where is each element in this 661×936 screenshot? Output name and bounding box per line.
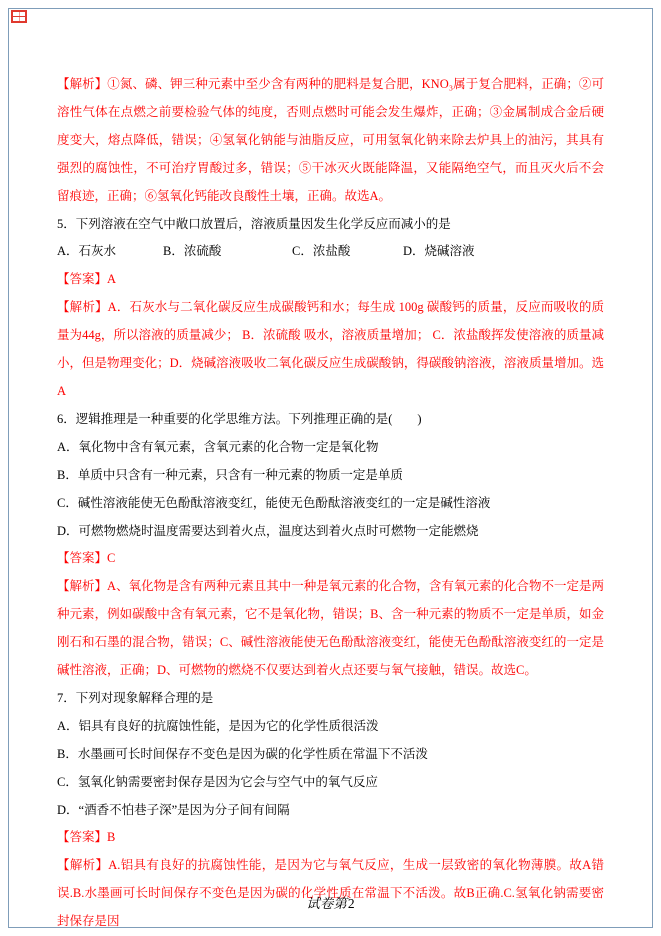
question-5-option-d: D．烧碱溶液: [403, 244, 475, 259]
page-footer: [0, 892, 661, 912]
answer-question-5: 【答案】A: [57, 272, 117, 287]
document-content: [57, 71, 604, 936]
question-6-stem: 6．逻辑推理是一种重要的化学思维方法。下列推理正确的是( ): [57, 411, 422, 426]
analysis-question-4: 【解析】①氮、磷、钾三种元素中至少含有两种的肥料是复合肥，KNO₃属于复合肥料，正确；②可溶性气体在点燃之前要检验气体的纯度，否则点燃时可能会发生爆炸，正确；③金属制成合金后硬度变大，熔点降低，错误；④氢氧化钠能与油脂反应，可用氢氧化钠来除去炉具上的油污，其具有强烈的腐蚀性，不可治疗胃酸过多，错误；⑤干冰灭火既能降温，又能隔绝空气，而且灭火后不会留痕迹，正确；⑥氢氧化钙能改良酸性土壤，正确。故选A。: [57, 77, 604, 203]
analysis-question-7: 【解析】A.铝具有良好的抗腐蚀性能，是因为它与氧气反应，生成一层致密的氧化物薄膜。故A错误.B.水墨画可长时间保存不变色是因为碳的化学性质在常温下不活泼。故B正确.C.氢氧化钠需要密封保存是因: [57, 858, 604, 929]
question-6-option-d: D．可燃物燃烧时温度需要达到着火点，温度达到着火点时可燃物一定能燃烧: [57, 523, 479, 538]
answer-question-7: 【答案】B: [57, 830, 116, 845]
analysis-question-5: 【解析】A．石灰水与二氧化碳反应生成碳酸钙和水；每生成 100g 碳酸钙的质量，反应而吸收的质量为44g，所以溶液的质量减少； B．浓硫酸 吸水，溶液质量增加； C．浓盐酸挥发使溶液的质量减小，但是物理变化；D．烧碱溶液吸收二氧化碳反应生成碳酸钠，得碳酸钠溶液，溶液质量增加。选A: [57, 300, 604, 398]
question-7-option-a: A．铝具有良好的抗腐蚀性能，是因为它的化学性质很活泼: [57, 718, 379, 733]
question-5-option-b: B．浓硫酸: [163, 244, 222, 259]
object-anchor-icon: [11, 10, 27, 23]
footer-label: 试卷第: [306, 896, 347, 911]
question-7-stem: 7．下列对现象解释合理的是: [57, 690, 214, 705]
question-5-option-a: A．石灰水: [57, 244, 117, 259]
question-6-option-b: B．单质中只含有一种元素，只含有一种元素的物质一定是单质: [57, 467, 403, 482]
question-7-option-b: B．水墨画可长时间保存不变色是因为碳的化学性质在常温下不活泼: [57, 746, 428, 761]
question-7-option-d: D．“酒香不怕巷子深”是因为分子间有间隔: [57, 802, 290, 817]
question-5-stem: 5．下列溶液在空气中敞口放置后，溶液质量因发生化学反应而减小的是: [57, 216, 451, 231]
question-6-option-c: C．碱性溶液能使无色酚酞溶液变红，能使无色酚酞溶液变红的一定是碱性溶液: [57, 495, 491, 510]
question-5-option-c: C．浓盐酸: [292, 244, 351, 259]
analysis-question-6: 【解析】A、氧化物是含有两种元素且其中一种是氧元素的化合物，含有氧元素的化合物不一定是两种元素，例如碳酸中含有氧元素，它不是氧化物，错误；B、含一种元素的物质不一定是单质，如金刚石和石墨的混合物，错误；C、碱性溶液能使无色酚酞溶液变红，能使无色酚酞溶液变红的一定是碱性溶液，正确；D、可燃物的燃烧不仅要达到着火点还要与氧气接触，错误。故选C。: [57, 579, 604, 678]
answer-question-6: 【答案】C: [57, 551, 116, 566]
question-5-options: [57, 238, 604, 266]
page-number: 2: [347, 896, 355, 911]
question-7-option-c: C．氢氧化钠需要密封保存是因为它会与空气中的氧气反应: [57, 774, 378, 789]
question-6-option-a: A．氧化物中含有氧元素，含氧元素的化合物一定是氧化物: [57, 439, 379, 454]
